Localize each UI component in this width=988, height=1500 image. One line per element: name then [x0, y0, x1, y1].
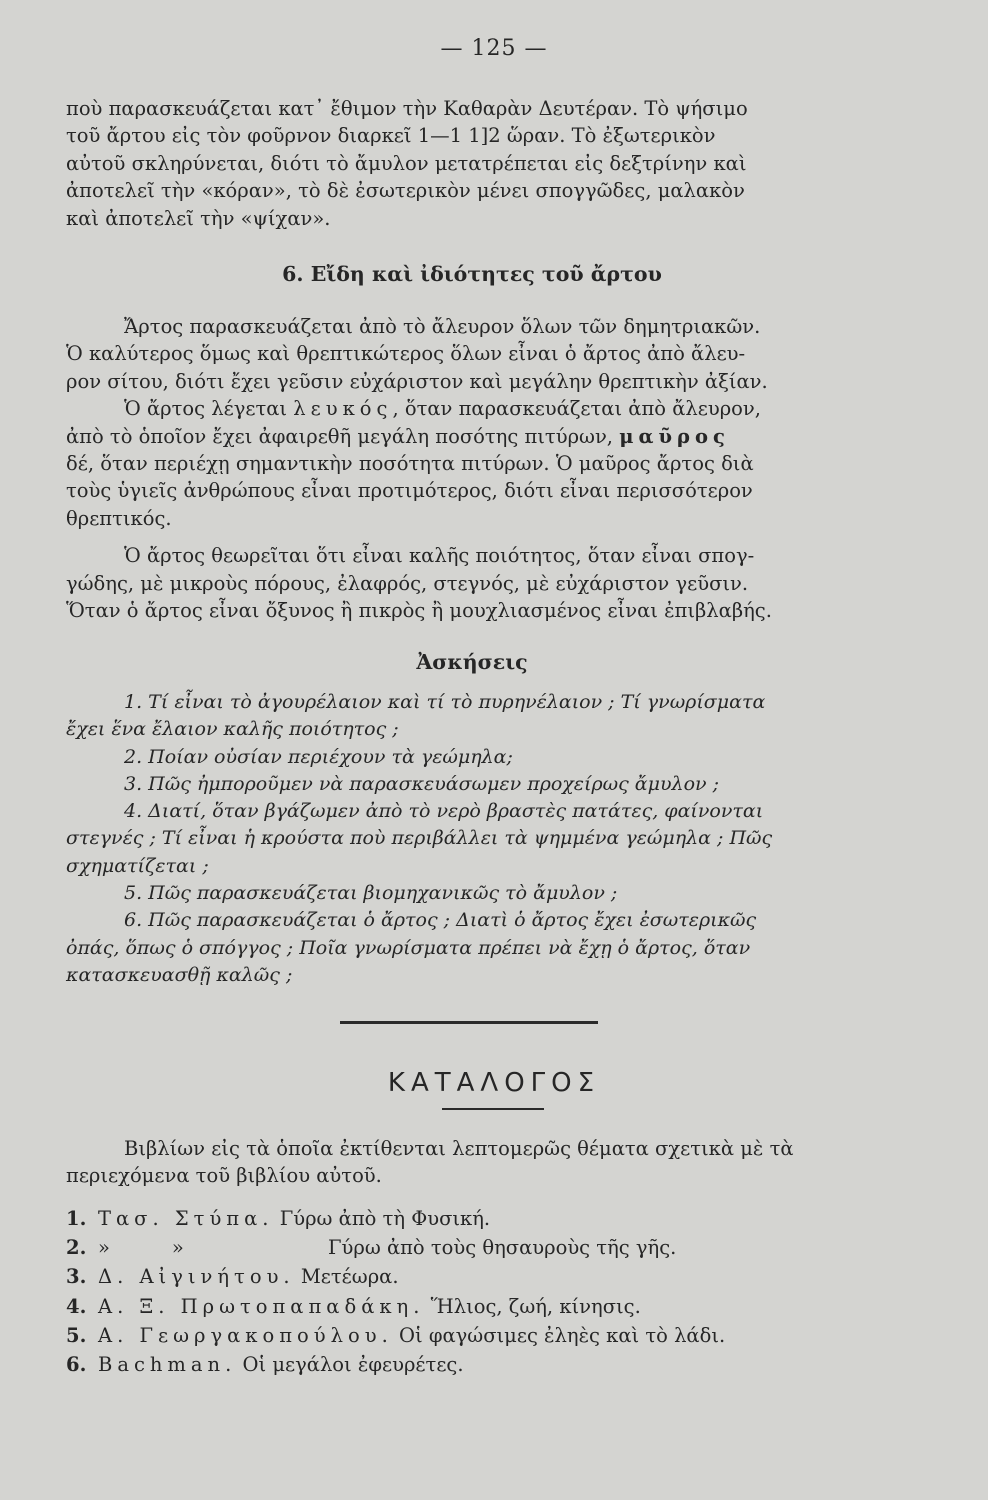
text-span: Ὁ ἄρτος λέγεται: [124, 397, 288, 421]
text-line: καὶ ἀποτελεῖ τὴν «ψίχαν».: [66, 206, 331, 230]
text-line: ποὺ παρασκευάζεται κατ᾿ ἔθιμον τὴν Καθαρὰν Δευτέραν. Τὸ ψήσιμο: [66, 97, 748, 120]
text-line: Ὁ καλύτερος ὅμως καὶ θρεπτικώτερος ὅλων εἶναι ὁ ἄρτος ἀπὸ ἄλευ-: [66, 342, 746, 366]
item-number: 6.: [66, 1353, 87, 1377]
term-mavros: μαῦρος: [619, 424, 730, 448]
text-line: Ὅταν ὁ ἄρτος εἶναι ὄξυνος ἢ πικρὸς ἢ μουχλιασμένος εἶναι ἐπιβλαβής.: [66, 599, 772, 623]
item-author: Α. Γεωργακοπούλου.: [98, 1323, 393, 1347]
page-number: — 125 —: [440, 36, 548, 61]
text-line: γώδης, μὲ μικροὺς πόρους, ἐλαφρός, στεγνός, μὲ εὐχάριστον γεῦσιν.: [66, 571, 749, 595]
exercises-heading: [66, 650, 878, 674]
section-title: Εἴδη καὶ ἰδιότητες τοῦ ἄρτου: [310, 262, 662, 286]
item-author: Bachman.: [98, 1353, 237, 1377]
item-author: Α. Ξ. Πρωτοπαπαδάκη.: [98, 1294, 425, 1318]
term-leukos: λευκός: [293, 397, 393, 421]
exercises-list: [66, 689, 878, 989]
item-number: 2.: [66, 1236, 87, 1260]
text-line: Βιβλίων εἰς τὰ ὁποῖα ἐκτίθενται λεπτομερῶς θέματα σχετικὰ μὲ τὰ: [124, 1137, 794, 1160]
exercise-line: 4. Διατί, ὅταν βγάζωμεν ἀπὸ τὸ νερὸ βραστὲς πατάτες, φαίνονται: [124, 800, 764, 823]
section-number: 6.: [282, 262, 304, 286]
text-line: τοὺς ὑγιεῖς ἀνθρώπους εἶναι προτιμότερος, διότι εἶναι περισσότερον: [66, 479, 753, 503]
text-line: Ἄρτος παρασκευάζεται ἀπὸ τὸ ἄλευρον ὅλων τῶν δημητριακῶν.: [124, 315, 761, 338]
text-line: τοῦ ἄρτου εἰς τὸν φοῦρνον διαρκεῖ 1—1 1]2 ὥραν. Τὸ ἐξωτερικὸν: [66, 124, 716, 148]
catalog-item: [66, 1233, 878, 1262]
exercise-line: ἔχει ἕνα ἔλαιον καλῆς ποιότητος ;: [66, 718, 399, 741]
catalog-item: [66, 1204, 878, 1233]
exercises-title: Ἀσκήσεις: [416, 650, 528, 674]
exercise-line: 3. Πῶς ἠμποροῦμεν νὰ παρασκευάσωμεν προχείρως ἄμυλον ;: [124, 772, 720, 795]
exercise-line: 1. Τί εἶναι τὸ ἀγουρέλαιον καὶ τί τὸ πυρηνέλαιον ; Τί γνωρίσματα: [124, 691, 766, 713]
section-body: [66, 313, 878, 624]
title-underline: [442, 1108, 544, 1110]
text-span: ἀπὸ τὸ ὁποῖον ἔχει ἀφαιρεθῆ μεγάλη ποσότης πιτύρων,: [66, 424, 613, 448]
item-author: Τασ. Στύπα.: [98, 1207, 274, 1230]
item-number: 4.: [66, 1294, 87, 1318]
catalog-item: [66, 1292, 878, 1321]
catalog-title: ΚΑΤΑΛΟΓΟΣ: [387, 1068, 601, 1098]
exercise-line: 5. Πῶς παρασκευάζεται βιομηχανικῶς τὸ ἄμυλον ;: [124, 882, 618, 905]
catalog-item: [66, 1350, 878, 1379]
catalog-list: [66, 1204, 878, 1379]
exercise-line: στεγνές ; Τί εἶναι ἡ κρούστα ποὺ περιβάλλει τὰ ψημμένα γεώμηλα ; Πῶς: [66, 827, 773, 850]
text-span: , ὅταν παρασκευάζεται ἀπὸ ἄλευρον,: [392, 397, 761, 421]
item-number: 5.: [66, 1323, 87, 1347]
item-title: Γύρω ἀπὸ τὴ Φυσική.: [279, 1207, 491, 1230]
exercise-line: 2. Ποίαν οὐσίαν περιέχουν τὰ γεώμηλα;: [124, 745, 513, 768]
item-number: 1.: [66, 1207, 87, 1230]
catalog-intro: [66, 1135, 878, 1190]
text-line: θρεπτικός.: [66, 506, 172, 530]
text-line: ἀποτελεῖ τὴν «κόραν», τὸ δὲ ἐσωτερικὸν μένει σπογγῶδες, μαλακὸν: [66, 179, 745, 203]
exercise-line: ὀπάς, ὅπως ὁ σπόγγος ; Ποῖα γνωρίσματα πρέπει νὰ ἔχῃ ὁ ἄρτος, ὅταν: [66, 936, 751, 959]
text-line: Ὁ ἄρτος θεωρεῖται ὅτι εἶναι καλῆς ποιότητος, ὅταν εἶναι σπογ-: [124, 544, 755, 568]
item-title: Γύρω ἀπὸ τοὺς θησαυροὺς τῆς γῆς.: [328, 1236, 677, 1260]
item-title: Ἥλιος, ζωή, κίνησις.: [430, 1294, 641, 1318]
text-line: [66, 395, 878, 422]
text-line: ρον σίτου, διότι ἔχει γεῦσιν εὐχάριστον καὶ μεγάλην θρεπτικὴν ἀξίαν.: [66, 369, 768, 393]
item-author: Δ. Αἰγινήτου.: [98, 1265, 295, 1289]
section-divider: [340, 1021, 598, 1024]
exercise-line: 6. Πῶς παρασκευάζεται ὁ ἄρτος ; Διατὶ ὁ ἄρτος ἔχει ἐσωτερικῶς: [124, 909, 757, 932]
intro-paragraph: [66, 95, 878, 232]
catalog-item: [66, 1262, 878, 1291]
item-title: Οἱ φαγώσιμες ἐληὲς καὶ τὸ λάδι.: [399, 1323, 726, 1347]
item-title: Οἱ μεγάλοι ἐφευρέτες.: [242, 1353, 464, 1377]
exercise-line: σχηματίζεται ;: [66, 854, 209, 877]
item-number: 3.: [66, 1265, 87, 1289]
catalog-item: [66, 1321, 878, 1350]
text-line: [66, 423, 878, 450]
text-line: δέ, ὅταν περιέχῃ σημαντικὴν ποσότητα πιτύρων. Ὁ μαῦρος ἄρτος διὰ: [66, 452, 754, 476]
text-line: περιεχόμενα τοῦ βιβλίου αὐτοῦ.: [66, 1164, 382, 1188]
item-title: Μετέωρα.: [300, 1265, 399, 1289]
text-line: αὐτοῦ σκληρύνεται, διότι τὸ ἄμυλον μετατρέπεται εἰς δεξτρίνην καὶ: [66, 151, 747, 175]
exercise-line: κατασκευασθῇ καλῶς ;: [66, 963, 293, 986]
item-author: » »: [98, 1236, 184, 1260]
section-heading: [66, 262, 878, 286]
